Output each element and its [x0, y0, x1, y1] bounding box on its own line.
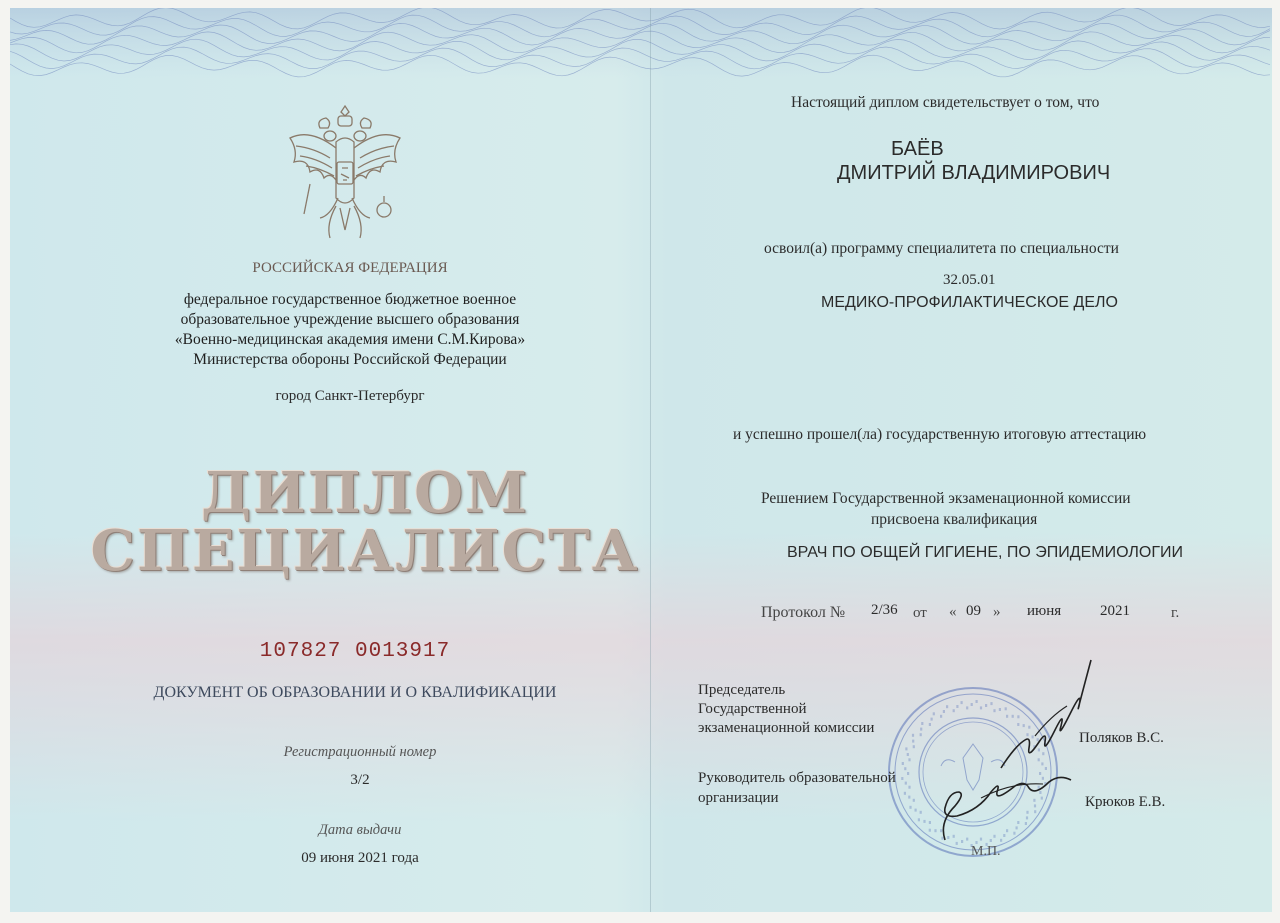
protocol-from: от: [913, 605, 927, 621]
stamp-ring-letter-mark: [920, 733, 922, 736]
country-name: РОССИЙСКАЯ ФЕДЕРАЦИЯ: [252, 260, 448, 276]
protocol-year-suffix: г.: [1171, 605, 1180, 621]
stamp-ring-letter-mark: [940, 715, 942, 718]
graduate-given-names: ДМИТРИЙ ВЛАДИМИРОВИЧ: [837, 162, 1111, 184]
document-type: ДОКУМЕНТ ОБ ОБРАЗОВАНИИ И О КВАЛИФИКАЦИИ: [153, 684, 557, 701]
stamp-ring-letter-mark: [920, 728, 922, 731]
right-page: [651, 8, 1272, 912]
coat-of-arms-emblem: [280, 98, 410, 248]
stamp-ring-letter-mark: [931, 718, 933, 721]
stamp-ring-letter-mark: [923, 820, 925, 823]
stamp-ring-letter-mark: [933, 712, 935, 715]
commission-decision-line-1: Решением Государственной экзаменационной комиссии: [761, 490, 1131, 507]
stamp-ring-letter-mark: [920, 811, 922, 814]
stamp-ring-letter-mark: [912, 740, 914, 743]
diploma-title-line-2: СПЕЦИАЛИСТА: [90, 518, 640, 584]
head-title-line-1: Руководитель образовательной: [698, 770, 896, 786]
stamp-ring-letter-mark: [953, 709, 955, 712]
protocol-day: 09: [966, 603, 981, 619]
chair-signature: [995, 656, 1095, 774]
specialty-name: МЕДИКО-ПРОФИЛАКТИЧЕСКОЕ ДЕЛО: [821, 294, 1118, 311]
stamp-ring-letter-mark: [913, 799, 915, 802]
head-signature: [931, 762, 1081, 842]
stamp-ring-letter-mark: [915, 809, 917, 812]
protocol-year: 2021: [1100, 603, 1130, 619]
stamp-ring-letter-mark: [956, 705, 958, 708]
stamp-ring-letter-mark: [907, 753, 909, 756]
issue-date-label: Дата выдачи: [318, 822, 402, 838]
chair-title-line-1: Председатель: [698, 682, 786, 698]
stamp-ring-letter-mark: [908, 758, 910, 761]
institution-line-3: «Военно-медицинская академия имени С.М.Кирова»: [174, 331, 526, 348]
stamp-ring-letter-mark: [929, 723, 931, 726]
specialty-code: 32.05.01: [943, 272, 996, 288]
chair-name: Поляков В.С.: [1079, 730, 1164, 746]
stamp-ring-letter-mark: [966, 706, 968, 709]
stamp-ring-letter-mark: [980, 706, 982, 709]
diploma: [10, 8, 1272, 912]
institution-line-4: Министерства обороны Российской Федерации: [193, 351, 507, 368]
protocol-month: июня: [1027, 603, 1062, 619]
stamp-ring-letter-mark: [908, 786, 910, 789]
stamp-ring-letter-mark: [901, 777, 903, 780]
stamp-ring-letter-mark: [905, 747, 907, 750]
stamp-ring-letter-mark: [943, 710, 945, 713]
stamp-ring-letter-mark: [946, 705, 948, 708]
commission-decision-line-2: присвоена квалификация: [871, 511, 1038, 528]
stamp-ring-letter-mark: [971, 703, 973, 706]
diploma-title-line-1: ДИПЛОМ: [201, 460, 529, 526]
left-page: [10, 8, 650, 912]
chair-title-line-2: Государственной: [698, 701, 807, 717]
stamp-ring-letter-mark: [913, 745, 915, 748]
city: город Санкт-Петербург: [275, 388, 425, 404]
attestation-statement: и успешно прошел(ла) государственную итоговую аттестацию: [733, 426, 1147, 443]
stamp-ring-letter-mark: [907, 772, 909, 775]
stamp-ring-letter-mark: [961, 701, 963, 704]
graduate-surname: БАЁВ: [891, 138, 944, 160]
qualification: ВРАЧ ПО ОБЩЕЙ ГИГИЕНЕ, ПО ЭПИДЕМИОЛОГИИ: [787, 544, 1183, 561]
stamp-ring-letter-mark: [909, 806, 911, 809]
institution-line-1: федеральное государственное бюджетное военное: [183, 291, 517, 308]
stamp-ring-letter-mark: [902, 762, 904, 765]
stamp-ring-letter-mark: [904, 767, 906, 770]
stamp-ring-letter-mark: [905, 782, 907, 785]
protocol-open-quote: «: [949, 604, 957, 620]
stamp-ring-letter-mark: [976, 700, 978, 703]
stamp-ring-letter-mark: [985, 704, 987, 707]
registration-number: 3/2: [350, 772, 370, 788]
diploma-serial-number: 107827 0013917: [259, 640, 451, 663]
issue-date: 09 июня 2021 года: [301, 850, 419, 866]
stamp-ring-letter-mark: [904, 792, 906, 795]
protocol-label: Протокол №: [761, 604, 846, 621]
stamp-ring-letter-mark: [918, 818, 920, 821]
head-title-line-2: организации: [698, 790, 779, 806]
registration-number-label: Регистрационный номер: [283, 744, 437, 760]
stamp-ring-letter-mark: [908, 796, 910, 799]
certifies-intro: Настоящий диплом свидетельствует о том, что: [791, 94, 1100, 111]
institution-line-2: образовательное учреждение высшего образования: [180, 311, 520, 328]
protocol-close-quote: »: [993, 604, 1001, 620]
protocol-number: 2/36: [871, 602, 898, 618]
head-name: Крюков Е.В.: [1085, 794, 1166, 810]
stamp-ring-letter-mark: [956, 842, 958, 845]
seal-place-label: М.П.: [971, 844, 1001, 859]
stamp-ring-letter-mark: [912, 734, 914, 737]
stamp-ring-letter-mark: [990, 702, 992, 705]
stamp-ring-letter-mark: [921, 722, 923, 725]
chair-title-line-3: экзаменационной комиссии: [698, 720, 875, 736]
program-statement: освоил(а) программу специалитета по специальности: [764, 240, 1119, 257]
